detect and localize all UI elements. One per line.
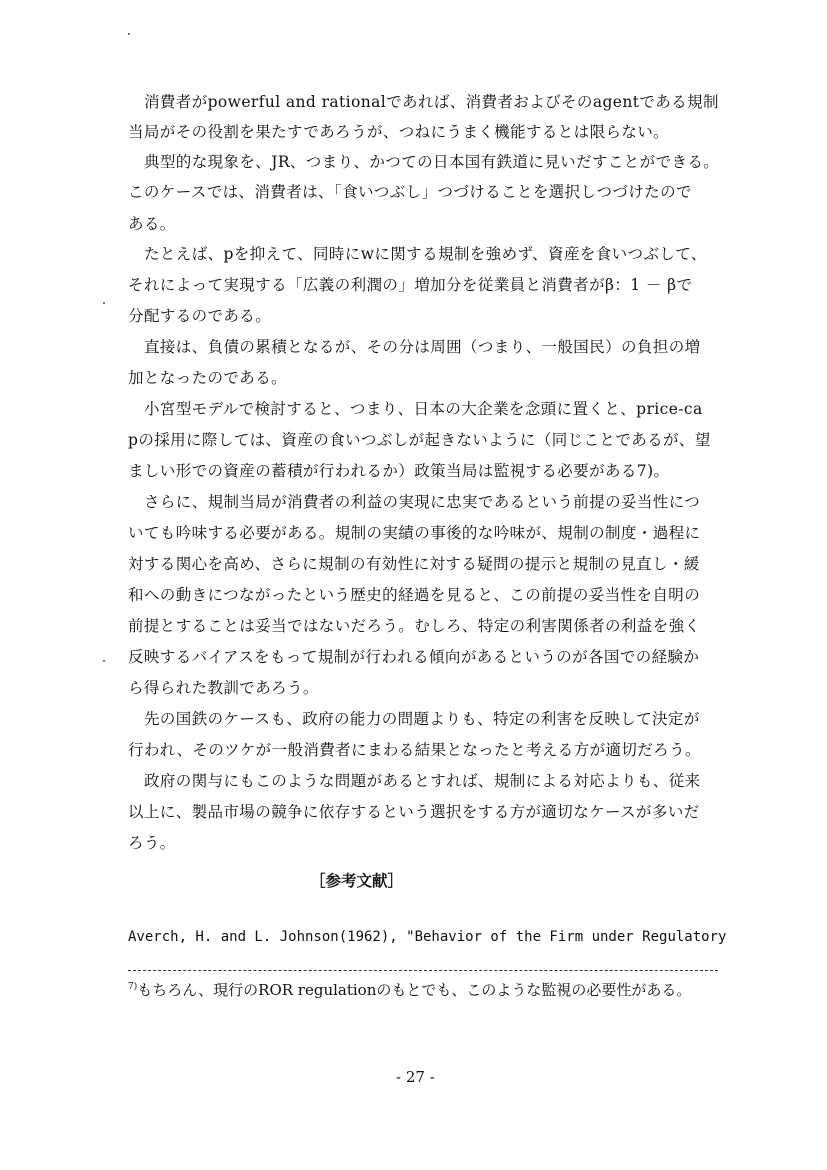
paragraph-line: このケースでは、消費者は、「食いつぶし」つづけることを選択しつづけたので [128,183,692,201]
paragraph-line: 加となったのである。 [128,369,288,387]
scan-speck [128,33,130,35]
footnote-marker: 7) [128,982,138,992]
paragraph-line: ろう。 [128,834,176,852]
paragraph-line: 前提とすることは妥当ではないだろう。むしろ、特定の利害関係者の利益を強く [128,617,701,635]
paragraph-line: ましい形での資産の蓄積が行われるか）政策当局は監視する必要がある7)。 [128,462,670,480]
scan-speck [103,660,105,662]
paragraph-line: 和への動きにつながったという歴史的経過を見ると、この前提の妥当性を自明の [128,586,701,604]
paragraph-line: 小宮型モデルで検討すると、つまり、日本の大企業を念頭に置くと、price-ca [144,400,703,418]
reference-entry: Averch, H. and L. Johnson(1962), "Behavior of the Firm under Regulatory [128,929,727,945]
footnote-text: もちろん、現行のROR regulationのもとでも、このような監視の必要性がある。 [137,981,692,999]
paragraph-line: たとえば、pを抑えて、同時にwに関する規制を強めず、資産を食いつぶして、 [144,245,707,263]
paragraph-line: いても吟味する必要がある。規制の実績の事後的な吟味が、規制の制度・過程に [128,524,701,542]
paragraph-line: ある。 [128,215,176,233]
paragraph-line: 対する関心を高め、さらに規制の有効性に対する疑問の提示と規制の見直し・緩 [128,555,700,573]
paragraph-line: ら得られた教訓であろう。 [128,679,319,697]
paragraph-line: pの採用に際しては、資産の食いつぶしが起きないように（同じことであるが、望 [128,431,711,449]
paragraph-line: 分配するのである。 [128,307,272,325]
paragraph-line: 消費者がpowerful and rationalであれば、消費者およびそのagentである規制 [144,93,719,111]
paragraph-line: 典型的な現象を、JR、つまり、かつての日本国有鉄道に見いだすことができる。 [144,153,720,171]
paragraph-line: 反映するバイアスをもって規制が行われる傾向があるというのが各国での経験か [128,648,700,666]
paragraph-line: それによって実現する「広義の利潤の」増加分を従業員と消費者がβ：1 － βで [128,276,693,294]
paragraph-line: 当局がその役割を果たすであろうが、つねにうまく機能するとは限らない。 [128,123,670,141]
footnote [128,979,691,1000]
references-heading: ［参考文献］ [310,871,404,890]
paragraph-line: 政府の関与にもこのような問題があるとすれば、規制による対応よりも、従来 [144,772,701,790]
paragraph-line: 行われ、そのツケが一般消費者にまわる結果となったと考える方が適切だろう。 [128,741,701,759]
page-number: - 27 - [396,1068,435,1086]
paragraph-line: 直接は、負債の累積となるが、その分は周囲（つまり、一般国民）の負担の増 [144,338,701,356]
scan-speck [103,302,105,304]
paragraph-line: さらに、規制当局が消費者の利益の実現に忠実であるという前提の妥当性につ [144,493,701,511]
footnote-divider [128,970,718,971]
paragraph-line: 以上に、製品市場の競争に依存するという選択をする方が適切なケースが多いだ [128,803,700,821]
paragraph-line: 先の国鉄のケースも、政府の能力の問題よりも、特定の利害を反映して決定が [144,710,700,728]
